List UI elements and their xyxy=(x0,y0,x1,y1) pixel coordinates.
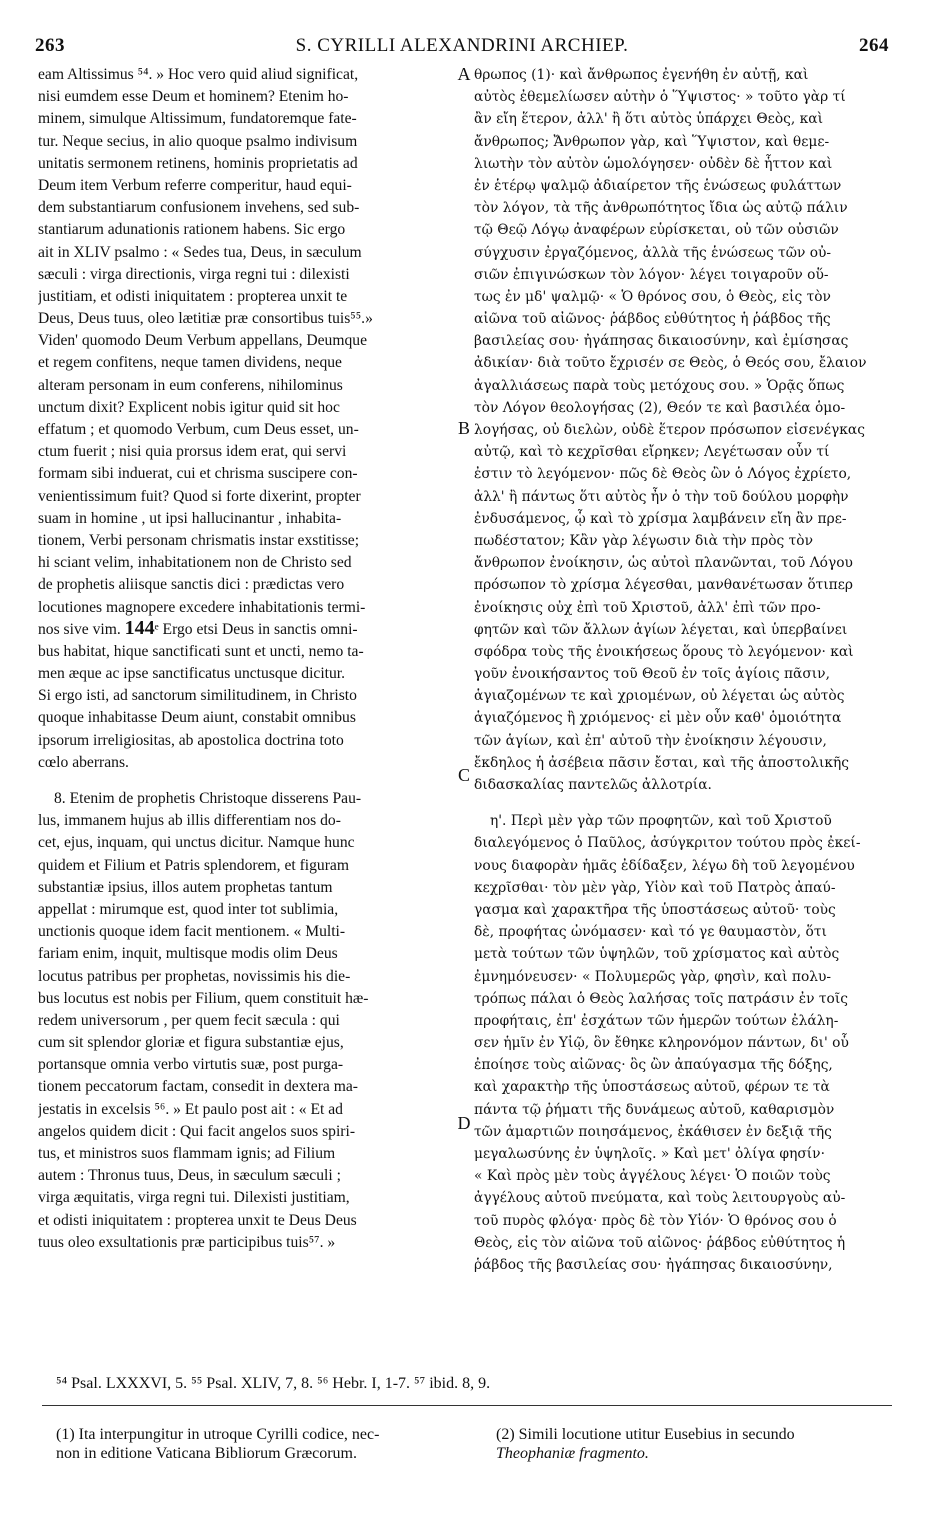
text-line: η'. Περὶ μὲν γὰρ τῶν προφητῶν, καὶ τοῦ Χριστοῦ xyxy=(490,813,832,830)
text-line: « Καὶ πρὸς μὲν τοὺς ἀγγέλους λέγει· Ὁ ποιῶν τοὺς xyxy=(474,1168,831,1185)
page-number-right: 264 xyxy=(859,35,889,56)
text-line: justitiam, et odisti iniquitatem : propterea unxit te xyxy=(38,287,348,305)
text-line: τῶν ἁμαρτιῶν ποιησάμενος, ἐκάθισεν ἐν δεξιᾷ τῆς xyxy=(474,1123,832,1140)
page-number-left: 263 xyxy=(35,35,65,56)
footnote-line: Theophaniæ fragmento. xyxy=(496,1445,649,1462)
text-line: alteram personam in eum conferens, nihilominus xyxy=(38,376,343,394)
text-line: ait in XLIV psalmo : « Sedes tua, Deus, in sæculum xyxy=(38,243,362,261)
text-line: quidem et Filium et Patris splendorem, et figuram xyxy=(38,856,349,874)
text-line: τοῦ πυρὸς φλόγα· πρὸς δὲ τὸν Υἱόν· Ὁ θρόνος σου ὁ xyxy=(474,1212,837,1229)
latin-paragraph-1 xyxy=(38,64,454,619)
greek-column xyxy=(474,64,892,1276)
text-line: Si ergo isti, ad sanctorum similitudinem, in Christo xyxy=(38,687,357,705)
text-line: Deum item Verbum referre comperitur, haud equi- xyxy=(38,176,352,194)
text-line: τῷ Θεῷ Λόγῳ ἀναφέρων εὑρίσκεται, οὐ τῶν οὐσιῶν xyxy=(474,222,839,239)
text-line: effatum ; et quomodo Verbum, cum Deus esset, un- xyxy=(38,421,359,438)
text-line: ἀλλ' ἢ πάντως ὅτι αὐτὸς ἦν ὁ τὴν τοῦ δούλου μορφὴν xyxy=(474,488,849,505)
text-line: angelos quidem dicit : Qui facit angelos suos spiri- xyxy=(38,1122,356,1140)
footnote-line: (2) Simili locutione utitur Eusebius in secundo xyxy=(496,1426,795,1443)
column-marker: 144 xyxy=(124,618,155,639)
text-line: λογήσας, οὐ διελὼν, οὐδὲ ἕτερον πρόσωπον εἰσενέγκας xyxy=(474,422,865,438)
text-line: αὐτῷ, καὶ τὸ κεχρῖσθαι εἴρηκεν; Λεγέτωσαν οὖν τί xyxy=(474,444,830,461)
text-line: ἐνοίκησις οὐχ ἐπὶ τοῦ Χριστοῦ, ἀλλ' ἐπὶ τῶν προ- xyxy=(474,599,821,616)
text-line: men æque ac ipse sanctificatus unctusque dicitur. xyxy=(38,665,346,683)
footnote-line: (1) Ita interpungitur in utroque Cyrilli codice, nec- xyxy=(56,1426,380,1443)
text-line: unitatis sermonem retinens, hominis proprietatis ad xyxy=(38,154,358,172)
running-title: S. CYRILLI ALEXANDRINI ARCHIEP. xyxy=(295,35,629,56)
text-line: ἁγιαζόμενος ἢ χριόμενος· εἰ μὲν οὖν καθ' ὁμοιότητα xyxy=(474,710,842,727)
text-line: προφήταις, ἐπ' ἐσχάτων τῶν ἡμερῶν τούτων ἐλάλη- xyxy=(474,1012,839,1029)
text-line: unctum dixit? Explicent nobis igitur quid sit hoc xyxy=(38,398,340,416)
greek-paragraph-1 xyxy=(474,64,892,796)
text-line: cum sit splendor gloriæ et figura substantiæ ejus, xyxy=(38,1034,344,1052)
text-line: portansque omnia verbo virtutis suæ, post purga- xyxy=(38,1056,344,1074)
text-line: ἀγαλλιάσεως παρὰ τοὺς μετόχους σου. » Ὁρᾷς ὅπως xyxy=(474,377,845,394)
text-line: τρόπως πάλαι ὁ Θεὸς λαλήσας τοῖς πατράσιν ἐν τοῖς xyxy=(474,990,848,1007)
text-line: σφόδρα τοὺς τῆς ἐνοικήσεως ὅρους τὸ λεγόμενον· καὶ xyxy=(474,643,854,660)
text-line: formam sibi induerat, cui et chrisma suscipere con- xyxy=(38,465,358,483)
text-line: δὲ, προφήτας ὠνόμασεν· καὶ τό γε θαυμαστὸν, ὅτι xyxy=(474,924,827,941)
line-text-after-marker: ᵉ Ergo etsi Deus in sanctis omni- xyxy=(154,620,358,638)
text-line: διαλεγόμενος ὁ Παῦλος, ἀσύγκριτον τούτου πρὸς ἐκεί- xyxy=(474,835,861,852)
text-line: Θεὸς, εἰς τὸν αἰῶνα τοῦ αἰῶνος· ῥάβδος εὐθύτητος ἡ xyxy=(474,1234,846,1251)
text-line: γασμα καὶ χαρακτῆρα τῆς ὑποστάσεως αὐτοῦ· τοὺς xyxy=(474,901,836,918)
greek-paragraph-2 xyxy=(474,810,892,1276)
text-line: tuus oleo exsultationis præ participibus tuis⁵⁷. » xyxy=(38,1233,336,1251)
text-line: lus, immanem hujus ab illis differentiam nos do- xyxy=(38,812,341,830)
text-line: μετὰ τούτων τῶν ὑψηλῶν, τοῦ χρίσματος καὶ αὐτὸς xyxy=(474,946,840,963)
text-line: φητῶν καὶ τῶν ἄλλων ἁγίων λέγεται, καὶ ὑπερβαίνει xyxy=(474,621,848,638)
latin-paragraph-1-end xyxy=(38,641,454,774)
text-line: substantiæ ipsius, illos autem prophetas tantum xyxy=(38,878,333,896)
text-line: γοῦν ἐνοικήσαντος τοῦ Θεοῦ ἐν τοῖς ἁγίοις πᾶσιν, xyxy=(474,666,830,683)
text-line: unctionis quoque idem facit mentionem. « Multi- xyxy=(38,923,346,941)
text-line: cœlo aberrans. xyxy=(38,753,129,771)
text-line: ctum fuerit ; nisi quia prorsus idem erat, qui servi xyxy=(38,443,347,461)
text-line: πάντα τῷ ῥήματι τῆς δυνάμεως αὐτοῦ, καθαρισμὸν xyxy=(474,1101,835,1118)
footnote-references: ⁵⁴ Psal. LXXXVI, 5. ⁵⁵ Psal. XLIV, 7, 8. ⁵⁶ Hebr. I, 1-7. ⁵⁷ ibid. 8, 9. xyxy=(56,1375,491,1392)
text-line: ἀγγέλους αὐτοῦ πνεύματα, καὶ τοὺς λειτουργοὺς αὐ- xyxy=(474,1190,846,1207)
text-line: ἐστιν τὸ λεγόμενον· πῶς δὲ Θεὸς ὢν ὁ Λόγος ἐχρίετο, xyxy=(474,466,852,483)
footnote-left xyxy=(56,1425,456,1463)
text-line: sæculi : virga directionis, virga regni tui : dilexisti xyxy=(38,265,350,283)
text-line: ἐμνημόνευσεν· « Πολυμερῶς γὰρ, φησὶν, καὶ πολυ- xyxy=(474,968,832,985)
footnote-line: non in editione Vaticana Bibliorum Græcorum. xyxy=(56,1445,357,1462)
text-line: bus habitat, hique sanctificati sunt et uncti, nemo ta- xyxy=(38,642,364,660)
text-line: πωδέστατον; Κἂν γὰρ λέγωσιν διὰ τὴν πρὸς τὸν xyxy=(474,532,813,549)
text-line: βασιλείας σου· ἠγάπησας δικαιοσύνην, καὶ ἐμίσησας xyxy=(474,333,849,350)
text-line: Viden' quomodo Deum Verbum appellans, Deumque xyxy=(38,332,367,350)
text-line: locutiones magnopere excedere inhabitationis termi- xyxy=(38,598,366,616)
running-header xyxy=(35,35,889,59)
text-line xyxy=(38,619,454,641)
text-line: appellat : mirumque est, quod inter tot sublimia, xyxy=(38,900,339,918)
latin-paragraph-2 xyxy=(38,788,454,1254)
text-line: eam Altissimus ⁵⁴. » Hoc vero quid aliud significat, xyxy=(38,66,359,83)
margin-letter-a: A xyxy=(457,64,471,84)
text-line: 8. Etenim de prophetis Christoque disserens Pau- xyxy=(54,790,362,807)
text-line: et odisti iniquitatem : propterea unxit te Deus Deus xyxy=(38,1211,357,1229)
text-line: ἐποίησε τοὺς αἰῶνας· ὃς ὢν ἀπαύγασμα τῆς δόξης, xyxy=(474,1057,833,1074)
text-line: tionem peccatorum factam, consedit in dextera ma- xyxy=(38,1078,358,1096)
text-line: ἂν εἴη ἕτερον, ἀλλ' ἢ ὅτι αὐτὸς ὑπάρχει Θεὸς, καὶ xyxy=(474,111,823,128)
text-line: suam in homine , ut ipsi hallucinantur , inhabita- xyxy=(38,509,342,527)
text-line: καὶ χαρακτὴρ τῆς ὑποστάσεως αὐτοῦ, φέρων τε τὰ xyxy=(474,1079,830,1096)
margin-letter-b: B xyxy=(457,418,470,438)
text-line: ῥάβδος τῆς βασιλείας σου· ἠγάπησας δικαιοσύνην, xyxy=(474,1256,833,1273)
text-line: cet, ejus, inquam, qui unctus dicitur. Namque hunc xyxy=(38,834,355,852)
text-line: locutus patribus per prophetas, novissimis his die- xyxy=(38,967,351,985)
footnote-right xyxy=(496,1425,896,1463)
text-line: τὸν Λόγον θεολογήσας (2), Θεόν τε καὶ βασιλέα ὁμο- xyxy=(474,399,846,416)
text-line: hi sciant velim, inhabitationem non de Christo sed xyxy=(38,554,352,572)
text-line: ἐνδυσάμενος, ᾧ καὶ τὸ χρίσμα λαμβάνειν εἴη ἂν πρε- xyxy=(474,510,847,527)
text-line: ἐν ἑτέρῳ ψαλμῷ ἀδιαίρετον τῆς ἑνώσεως φυλάττων xyxy=(474,177,842,194)
margin-letter-d: D xyxy=(457,1113,471,1133)
text-line: dem substantiarum confusionem invehens, sed sub- xyxy=(38,199,360,217)
text-line: τῶν ἁγίων, καὶ ἐπ' αὐτοῦ τὴν ἐνοίκησιν λέγουσιν, xyxy=(474,732,827,749)
text-line: διδασκαλίας παντελῶς ἀλλοτρία. xyxy=(474,777,712,793)
text-line: νους διαφορὰν ἡμᾶς ἐδίδαξεν, λέγω δὴ τοῦ λεγομένου xyxy=(474,857,855,874)
text-line: virga æquitatis, virga regni tui. Dilexisti justitiam, xyxy=(38,1189,350,1207)
footnote-divider xyxy=(42,1405,892,1406)
text-line: πρόσωπον τὸ χρίσμα λέγεσθαι, μανθανέτωσαν ὅτιπερ xyxy=(474,577,853,594)
text-line: de prophetis aliisque sanctis dici : prædictas vero xyxy=(38,576,345,594)
text-line: minem, simulque Altissimum, fundatoremque fate- xyxy=(38,110,357,128)
text-line: μεγαλωσύνης ἐν ὑψηλοῖς. » Καὶ μετ' ὀλίγα φησίν· xyxy=(474,1146,825,1162)
text-line: tionem, Verbi personam chrismatis instar exstitisse; xyxy=(38,531,360,549)
text-line: autem : Thronus tuus, Deus, in sæculum sæculi ; xyxy=(38,1167,341,1185)
margin-letter-c: C xyxy=(457,765,470,785)
text-line: fariam enim, inquit, multisque modis olim Deus xyxy=(38,945,338,963)
text-line: jestatis in excelsis ⁵⁶. » Et paulo post ait : « Et ad xyxy=(38,1100,343,1118)
text-line: et regem confitens, neque tamen dividens, neque xyxy=(38,354,342,372)
text-line: σύγχυσιν ἐργαζόμενος, ἀλλὰ τῆς ἑνώσεως τῶν οὐ- xyxy=(474,244,832,261)
text-line: ἀδικίαν· διὰ τοῦτο ἔχρισέν σε Θεὸς, ὁ Θεός σου, ἔλαιον xyxy=(474,355,867,372)
text-line: bus locutus est nobis per Filium, quem constituit hæ- xyxy=(38,989,369,1007)
text-line: αὐτὸς ἐθεμελίωσεν αὐτὴν ὁ Ὕψιστος· » τοῦτο γὰρ τί xyxy=(474,89,846,106)
text-line: redem universorum , per quem fecit sæcula : qui xyxy=(38,1011,340,1029)
text-line: venientissimum fuit? Quod si forte dixerint, propter xyxy=(38,487,361,505)
text-line: αἰῶνα τοῦ αἰῶνος· ῥάβδος εὐθύτητος ἡ ῥάβδος τῆς xyxy=(474,311,831,328)
line-text-before-marker: nos sive vim. xyxy=(38,620,121,638)
text-line: tur. Neque secius, in alio quoque psalmo indivisum xyxy=(38,132,358,150)
text-line: Deus, Deus tuus, oleo lætitiæ præ consortibus tuis⁵⁵.» xyxy=(38,310,373,328)
text-line: tus, et ministros suos flammam ignis; ad Filium xyxy=(38,1145,336,1162)
text-line: κεχρῖσθαι· τὸν μὲν γὰρ, Υἱὸν καὶ τοῦ Πατρὸς ἀπαύ- xyxy=(474,879,836,896)
text-line: nisi eumdem esse Deum et hominem? Etenim ho- xyxy=(38,88,349,106)
text-line: ἄνθρωπος; Ἄνθρωπον γὰρ, καὶ Ὕψιστον, καὶ θεμε- xyxy=(474,133,830,150)
text-line: τὸν λόγον, τὰ τῆς ἀνθρωπότητος ἴδια ὡς αὐτῷ πάλιν xyxy=(474,200,848,217)
latin-column xyxy=(38,64,454,1254)
text-line: λιωτὴν τὸν αὐτὸν ὡμολόγησεν· οὐδὲν δὲ ἧττον καὶ xyxy=(474,155,833,172)
text-line: σιῶν ἐπιγινώσκων τὸν λόγον· λέγει τοιγαροῦν οὕ- xyxy=(474,266,829,283)
text-line: ipsorum irreligiositas, ab apostolica doctrina toto xyxy=(38,731,344,749)
text-line: ἁγιαζομένων τε καὶ χριομένων, οὐ λέγεται ὡς αὐτὸς xyxy=(474,688,845,705)
text-line: quoque inhabitasse Deum aiunt, constabit omnibus xyxy=(38,709,356,727)
text-line: τως ἐν μδ' ψαλμῷ· « Ὁ θρόνος σου, ὁ Θεὸς, εἰς τὸν xyxy=(474,288,831,305)
text-line: ἄνθρωπον ἐνοίκησιν, ὡς αὐτοὶ πλανῶνται, τοῦ Λόγου xyxy=(474,555,853,572)
text-line: θρωπος (1)· καὶ ἄνθρωπος ἐγενήθη ἐν αὐτῇ, καὶ xyxy=(474,67,809,83)
text-line: σεν ἡμῖν ἐν Υἱῷ, ὃν ἔθηκε κληρονόμον πάντων, δι' οὗ xyxy=(474,1035,849,1052)
text-line: stantiarum adunationis rationem habens. Sic ergo xyxy=(38,221,346,239)
text-line: ἔκδηλος ἡ ἀσέβεια πᾶσιν ἔσται, καὶ τῆς ἀποστολικῆς xyxy=(474,754,850,771)
